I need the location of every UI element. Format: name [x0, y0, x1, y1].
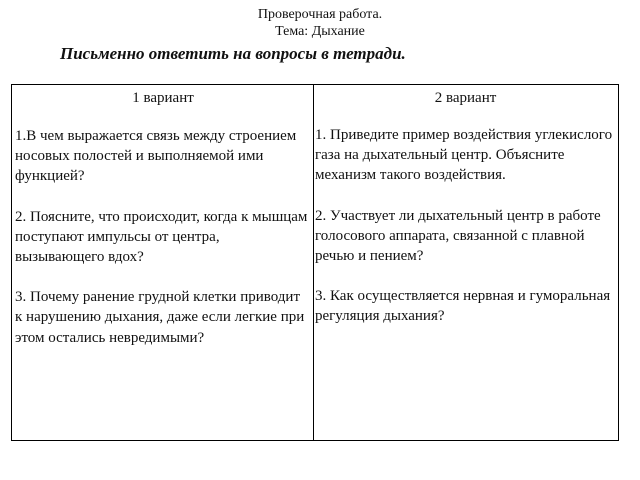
question: 1. Приведите пример воздействия углекислого газа на дыхательный центр. Объясните механизм такого воздействия.: [315, 127, 613, 184]
instruction-text: Письменно ответить на вопросы в тетради.: [60, 44, 406, 63]
variant-2-heading: 2 вариант: [434, 90, 497, 106]
document-topic: Тема: Дыхание: [275, 24, 365, 39]
variant-1-question-list: [15, 126, 311, 348]
question: 2. Поясните, что происходит, когда к мышцам поступают импульсы от центра, вызывающего вдох?: [15, 208, 308, 266]
variant-2-column: [314, 85, 618, 440]
variant-2-question-list: [315, 125, 616, 327]
variant-1-column: [12, 85, 314, 440]
question: 3. Как осуществляется нервная и гуморальная регуляция дыхания?: [315, 288, 611, 325]
document-title: Проверочная работа.: [257, 7, 383, 22]
variant-1-heading: 1 вариант: [132, 90, 194, 106]
questions-table: [11, 84, 619, 441]
question: 1.В чем выражается связь между строением носовых полостей и выполняемой ими функцией?: [15, 128, 297, 185]
question: 2. Участвует ли дыхательный центр в работе голосового аппарата, связанной с плавной речью и пением?: [315, 207, 601, 265]
question: 3. Почему ранение грудной клетки приводит к нарушению дыхания, даже если легкие при этом остались невредимыми?: [15, 289, 305, 346]
